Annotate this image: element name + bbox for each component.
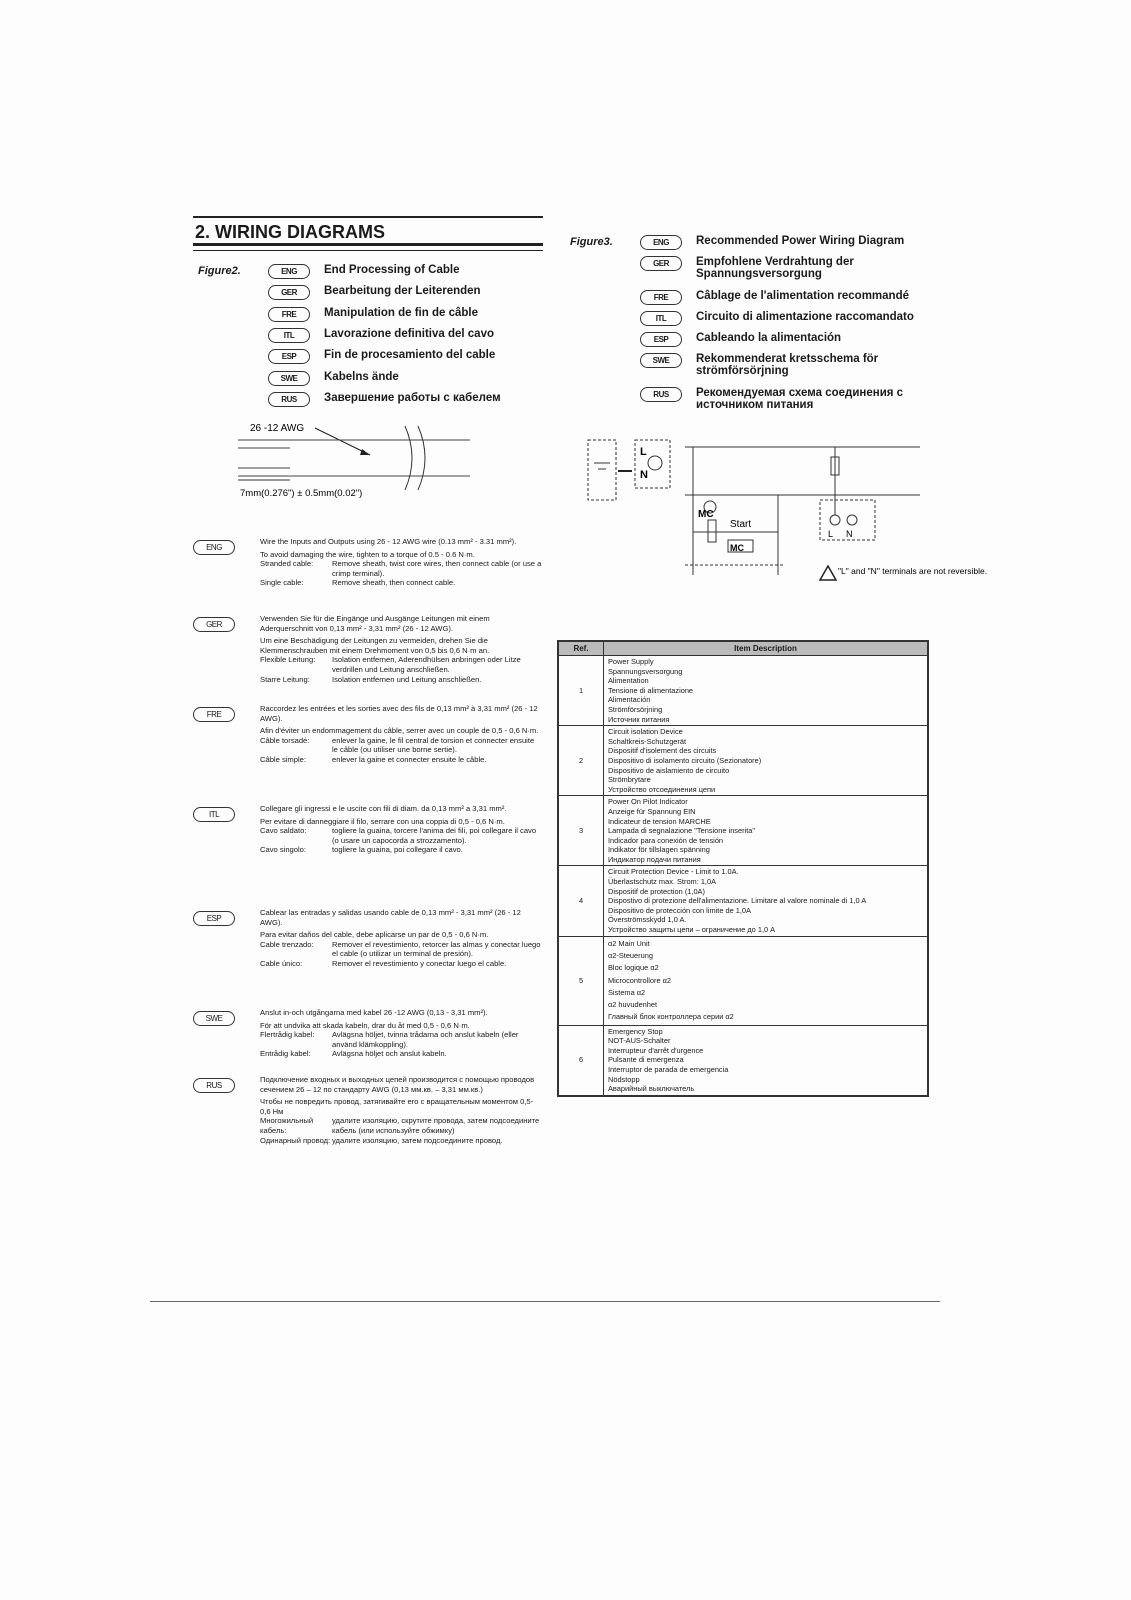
instruction-block (260, 537, 542, 588)
cable-procedure: Remove sheath, then connect cable. (332, 578, 456, 588)
item-description: Устройство отсоединения цепи (608, 784, 716, 794)
item-description: Главный блок контроллера серии α2 (608, 1012, 734, 1022)
item-description: Dispositivo de protección con limite de 1,0A (608, 905, 751, 915)
cable-procedure: enlever la gaine, le fil central de torsion et connecter ensuite le câble (ou utiliser une borne sertie). (332, 735, 535, 755)
cable-type: Flexible Leitung: (260, 655, 316, 665)
instruction-block (260, 704, 542, 765)
cable-type: Cavo saldato: (260, 826, 307, 836)
lang-badge-icon: ITL (193, 807, 235, 822)
cable-type: Stranded cable: (260, 559, 314, 569)
item-description: Sistema α2 (608, 987, 646, 997)
wire-spec: Verwenden Sie für die Eingänge und Ausgänge Leitungen mit einem Aderquerschnitt von 0,13 mm² - 3,31 mm² (26 - 12 AWG). (260, 614, 490, 633)
item-description: Индикатор подачи питания (608, 854, 701, 864)
lang-badge-icon: GER (193, 617, 235, 632)
cable-procedure: Avlägsna höljet och anslut kabeln. (332, 1049, 447, 1059)
item-description: Dispositif de protection (1,0A) (608, 886, 705, 896)
item-description: α2 huvudenhet (608, 1000, 658, 1010)
item-description: Dispositif d'isolement des circuits (608, 746, 717, 756)
figure3-heading: Circuito di alimentazione raccomandato (696, 311, 914, 323)
item-description: Circuit isolation Device (608, 727, 683, 737)
figure2-heading: End Processing of Cable (324, 264, 460, 276)
item-description: Överströmsskydd 1,0 A. (608, 915, 687, 925)
cable-procedure: удалите изоляцию, скрутите провода, затем подсоедините кабель (или используйте обжимку) (332, 1116, 540, 1135)
divider (193, 216, 543, 218)
start-button-label: Start (730, 519, 752, 530)
torque-spec: Afin d'éviter un endommagement du câble, serrer avec un couple de 0,5 - 0,6 N·m. (260, 726, 539, 736)
lang-badge-icon: SWE (640, 353, 682, 368)
item-description: Indikator för tillslagen spänning (608, 845, 710, 855)
item-description: Indicador para conexión de tensión (608, 835, 724, 845)
cable-type: Flertrådig kabel: (260, 1030, 315, 1040)
item-description: Dispostivo di protezione dell'alimentazione. Limitare al valore nominale di 1,0 A (608, 896, 867, 906)
lang-badge-icon: SWE (268, 371, 310, 386)
item-description: Источник питания (608, 714, 670, 724)
lang-badge-icon: RUS (268, 392, 310, 407)
figure2-heading: Manipulation de fin de câble (324, 306, 478, 319)
ref-cell: 5 (558, 936, 604, 1025)
torque-spec: Um eine Beschädigung der Leitungen zu vermeiden, drehen Sie die Klemmenschrauben mit einem Drehmoment von 0,5 bis 0,6 N·m an. (260, 636, 490, 655)
item-description: Microcontrollore α2 (608, 975, 672, 985)
item-description: Strömförsörjning (608, 704, 663, 714)
cable-type: Cable único: (260, 958, 303, 968)
instruction-block (260, 614, 542, 684)
item-description: Pulsante di emergenza (608, 1055, 684, 1065)
reversible-warning: "L" and "N" terminals are not reversible. (838, 566, 988, 576)
item-description: Power On Pilot Indicator (608, 797, 688, 807)
torque-spec: To avoid damaging the wire, tighten to a torque of 0.5 - 0.6 N·m. (260, 549, 475, 559)
item-description: Power Supply (608, 657, 654, 666)
ref-header: Ref. (558, 641, 604, 656)
lang-badge-icon: RUS (193, 1078, 235, 1093)
figure3-label: Figure3. (570, 236, 613, 248)
item-description: Dispositivo di isolamento circuito (Sezionatore) (608, 755, 762, 765)
wire-spec: Wire the Inputs and Outputs using 26 - 12 AWG wire (0.13 mm² - 3.31 mm²). (260, 537, 517, 546)
wire-spec: Raccordez les entrées et les sorties avec des fils de 0,13 mm² à 3,31 mm² (26 - 12 AWG). (260, 704, 538, 723)
divider (193, 250, 543, 251)
item-description: Устройство защиты цепи – ограничение до 1,0 А (608, 925, 776, 935)
neutral-terminal-label: N (640, 469, 648, 481)
figure3-heading: Cableando la alimentación (696, 332, 842, 344)
figure2-heading: Завершение работы с кабелем (324, 391, 501, 404)
wire-spec: Collegare gli ingressi e le uscite con fili di diam. da 0,13 mm² a 3,31 mm². (260, 804, 507, 813)
item-description: Spannungsversorgung (608, 666, 683, 676)
torque-spec: Para evitar daños del cable, debe aplicarse un par de 0,5 - 0,6 N·m. (260, 930, 489, 940)
ref-cell: 4 (558, 866, 604, 936)
lang-badge-icon: ITL (640, 311, 682, 326)
figure3-heading: Empfohlene Verdrahtung der Spannungsversorgung (696, 256, 854, 280)
table-row (558, 796, 928, 866)
figure3-heading: Recommended Power Wiring Diagram (696, 235, 905, 247)
figure2-heading: Kabelns ände (324, 370, 399, 383)
lang-badge-icon: GER (268, 285, 310, 300)
item-description: Nödstopp (608, 1074, 640, 1084)
cable-procedure: togliere la guaina, poi collegare il cavo. (332, 845, 463, 855)
cable-procedure: Remover el revestimiento y conectar luego el cable. (332, 958, 507, 968)
figure2-heading: Lavorazione definitiva del cavo (324, 327, 494, 340)
lang-badge-icon: ESP (193, 911, 235, 926)
page-divider (150, 1301, 940, 1302)
instruction-block (260, 804, 542, 855)
figure2-heading: Bearbeitung der Leiterenden (324, 285, 481, 298)
figure3-heading: Рекомендуемая схема соединения с источником питания (696, 387, 904, 411)
cable-type: Многожильный кабель: (260, 1116, 314, 1135)
cable-procedure: Remover el revestimiento, retorcer las almas y conectar luego el cable (o utilizar un terminal de presión). (332, 939, 541, 959)
ref-cell: 1 (558, 656, 604, 726)
item-description: Alimentación (608, 695, 651, 705)
cable-procedure: Remove sheath, twist core wires, then connect cable (or use a crimp terminal). (332, 559, 542, 578)
item-description: Lampada di segnalazione "Tensione inserita" (608, 826, 755, 836)
lang-badge-icon: ENG (268, 264, 310, 279)
item-description: Tensione di alimentazione (608, 685, 694, 695)
unit-l-label: L (828, 529, 834, 539)
cable-type: Câble torsadé: (260, 735, 310, 745)
section-title: 2. WIRING DIAGRAMS (195, 222, 386, 242)
torque-spec: Per evitare di danneggiare il filo, serrare con una coppia di 0,5 - 0,6 N·m. (260, 816, 505, 826)
item-description: Indicateur de tension MARCHE (608, 816, 711, 826)
ref-cell: 3 (558, 796, 604, 866)
item-description: Schaltkreis-Schutzgerät (608, 736, 687, 746)
instruction-block (260, 1075, 542, 1145)
item-description: Emergency Stop (608, 1026, 663, 1036)
item-description: α2 Main Unit (608, 938, 650, 948)
item-description-table (557, 640, 929, 1097)
cable-procedure: Isolation entfernen, Aderendhülsen anbringen oder Litze verdrillen und Leitung anschließen. (332, 655, 521, 674)
item-description: Circuit Protection Device - Limit to 1.0A. (608, 867, 739, 877)
cable-type: Câble simple: (260, 754, 307, 764)
item-description: Strömbrytare (608, 775, 651, 785)
ref-cell: 2 (558, 726, 604, 796)
description-header: Item Description (604, 641, 929, 656)
cable-procedure: togliere la guaina, torcere l'anima dei fili, poi collegare il cavo (o usare un capocorda a strozzamento). (332, 826, 537, 845)
cable-procedure: Avlägsna höljet, tvinna trådarna och anslut kabeln (eller använd klämkoppling). (332, 1030, 519, 1049)
figure2-heading: Fin de procesamiento del cable (324, 349, 496, 362)
figure3-heading: Câblage de l'alimentation recommandé (696, 290, 909, 302)
cable-type: Entrådig kabel: (260, 1049, 311, 1059)
item-description: Überlastschutz max. Strom: 1,0A (608, 877, 717, 887)
figure3-heading: Rekommenderat kretsschema för strömförsörjning (696, 353, 879, 377)
line-terminal-label: L (640, 446, 647, 458)
cable-type: Single cable: (260, 578, 304, 588)
table-row (558, 866, 928, 936)
instruction-block (260, 1008, 542, 1059)
lang-badge-icon: RUS (640, 387, 682, 402)
table-row (558, 656, 928, 726)
unit-n-label: N (846, 529, 853, 539)
wire-spec: Anslut in-och utgångarna med kabel 26 -12 AWG (0,13 - 3,31 mm²). (260, 1008, 488, 1017)
lang-badge-icon: ITL (268, 328, 310, 343)
table-row (558, 936, 928, 1025)
mc-contact-label: MC (730, 543, 744, 553)
lang-badge-icon: FRE (193, 707, 235, 722)
lang-badge-icon: FRE (268, 307, 310, 322)
lang-badge-icon: ENG (193, 540, 235, 555)
lang-badge-icon: GER (640, 256, 682, 271)
instruction-block (260, 908, 542, 969)
lang-badge-icon: SWE (193, 1011, 235, 1026)
item-description: Dispositivo de aislamiento de circuito (608, 765, 730, 775)
divider (193, 243, 543, 246)
item-description: α2-Steuerung (608, 950, 653, 960)
wire-spec: Cablear las entradas y salidas usando cable de 0,13 mm² - 3,31 mm² (26 - 12 AWG). (260, 908, 521, 927)
figure2-label: Figure2. (198, 265, 241, 277)
lang-badge-icon: ENG (640, 235, 682, 250)
cable-type: Одинарный провод: (260, 1135, 331, 1145)
item-description: Interrupteur d'arrêt d'urgence (608, 1045, 704, 1055)
awg-label: 26 -12 AWG (250, 423, 305, 434)
item-description: NOT-AUS-Schalter (608, 1036, 671, 1046)
torque-spec: För att undvika att skada kabeln, drar du åt med 0,5 - 0,6 N·m. (260, 1020, 470, 1030)
item-description: Interruptor de parada de emergencia (608, 1065, 729, 1075)
torque-spec: Чтобы не повредить провод, затягивайте его с вращательным моментом 0,5-0,6 Нм (260, 1097, 534, 1116)
item-description: Аварийный выключатель (608, 1084, 695, 1094)
power-wiring-diagram (580, 435, 988, 595)
cable-type: Cable trenzado: (260, 939, 314, 949)
cable-procedure: Isolation entfernen und Leitung anschließen. (332, 674, 482, 684)
item-description: Anzeige für Spannung EIN (608, 806, 696, 816)
ref-cell: 6 (558, 1025, 604, 1096)
item-description: Bloc logique α2 (608, 963, 659, 973)
cable-procedure: enlever la gaine et connecter ensuite le câble. (332, 754, 487, 764)
cable-procedure: удалите изоляцию, затем подсоедините провод. (332, 1135, 503, 1145)
lang-badge-icon: ESP (640, 332, 682, 347)
table-row (558, 726, 928, 796)
cable-strip-diagram (230, 418, 480, 503)
wire-spec: Подключение входных и выходных цепей производится с помощью проводов сечением 26 – 12 по стандарту AWG (0,13 мм.кв. – 3,31 мм.кв.) (260, 1075, 535, 1094)
table-row (558, 1025, 928, 1096)
item-description: Alimentation (608, 676, 649, 686)
cable-type: Starre Leitung: (260, 674, 310, 684)
mc-coil-label: MC (698, 509, 714, 520)
cable-type: Cavo singolo: (260, 845, 307, 855)
strip-length-label: 7mm(0.276") ± 0.5mm(0.02") (240, 488, 363, 499)
lang-badge-icon: ESP (268, 349, 310, 364)
lang-badge-icon: FRE (640, 290, 682, 305)
